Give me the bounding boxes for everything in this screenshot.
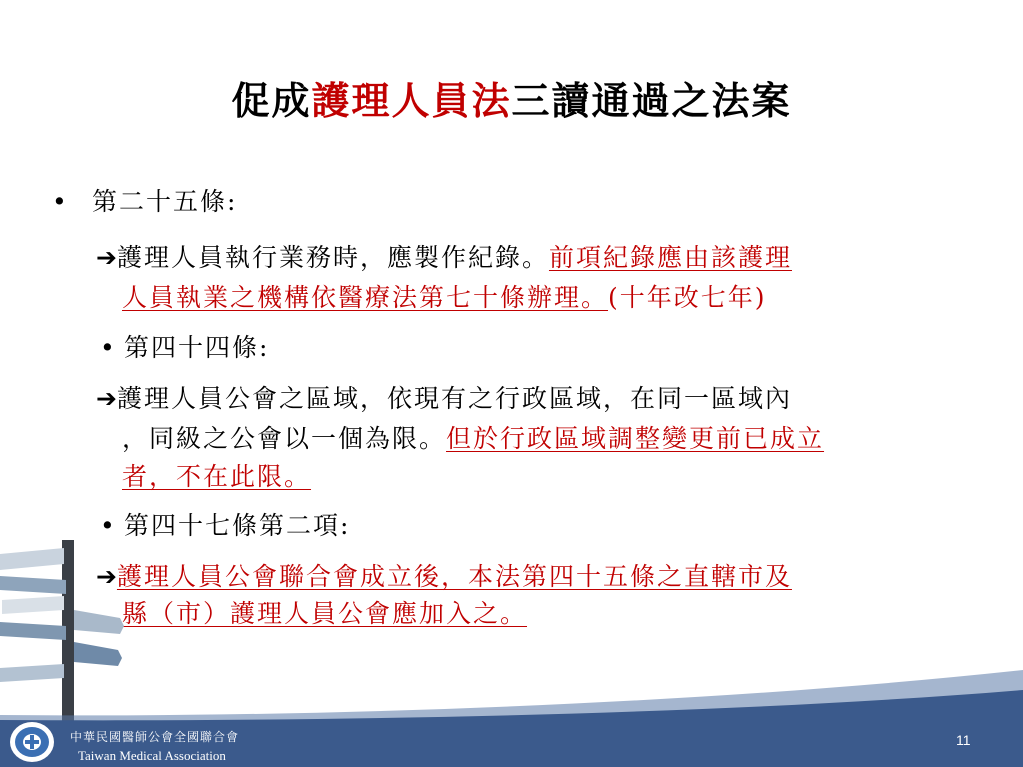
article-25-text-line2: 人員執業之機構依醫療法第七十條辦理。(十年改七年)	[122, 283, 767, 312]
title-prefix: 促成	[231, 78, 312, 123]
bullet-dot: •	[100, 333, 117, 362]
title-suffix: 三讀通過之法案	[511, 78, 792, 123]
article-25-text-line1: ➔護理人員執行業務時，應製作紀錄。前項紀錄應由該護理	[96, 243, 792, 272]
article-25-heading: 第二十五條:	[92, 187, 238, 216]
article-44-text-line2: ，同級之公會以一個為限。但於行政區域調整變更前已成立	[122, 424, 825, 453]
bullet-dot: •	[100, 511, 117, 540]
article-44-heading: 第四十四條:	[124, 333, 270, 362]
arrow-icon: ➔	[96, 562, 117, 591]
footer-org-english: Taiwan Medical Association	[78, 748, 226, 763]
article-44-text-line3: 者，不在此限。	[122, 462, 312, 491]
arrow-icon: ➔	[96, 243, 117, 272]
article-47-heading: 第四十七條第二項:	[124, 511, 351, 540]
association-logo-icon	[10, 722, 54, 762]
page-number: 11	[956, 732, 971, 748]
arrow-icon: ➔	[96, 384, 117, 413]
title-highlight: 護理人員法	[311, 78, 512, 123]
article-47-text-line1: ➔護理人員公會聯合會成立後，本法第四十五條之直轄市及	[96, 562, 792, 591]
article-47-text-line2: 縣（市）護理人員公會應加入之。	[122, 599, 528, 628]
article-44-text-line1: ➔護理人員公會之區域，依現有之行政區域，在同一區域內	[96, 384, 792, 413]
footer-org-chinese: 中華民國醫師公會全國聯合會	[70, 730, 240, 744]
slide-title	[0, 70, 1023, 125]
bullet-dot: •	[52, 187, 69, 216]
